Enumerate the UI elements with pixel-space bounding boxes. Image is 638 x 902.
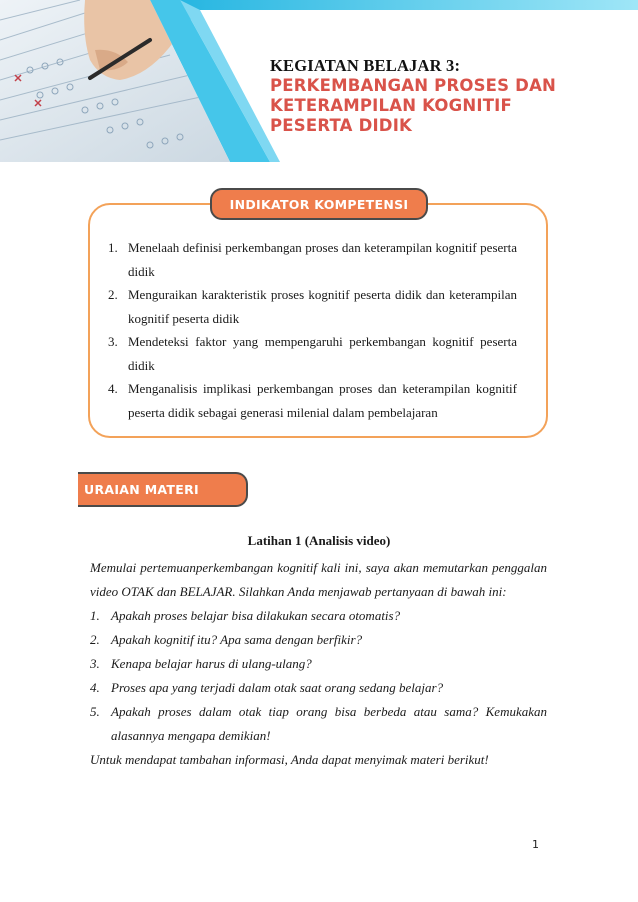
competency-indicator-tab: INDIKATOR KOMPETENSI — [210, 188, 428, 220]
exercise-body — [90, 556, 547, 772]
list-item: 1. Apakah proses belajar bisa dilakukan secara otomatis? — [90, 608, 401, 623]
list-item: 5. Apakah proses dalam otak tiap orang bisa berbeda atau sama? Kemukakan alasannya mengapa demikian! — [90, 704, 547, 743]
list-item: 3. Mendeteksi faktor yang mempengaruhi perkembangan kognitif peserta didik — [108, 334, 517, 373]
list-item: 1. Menelaah definisi perkembangan proses dan keterampilan kognitif peserta didik — [108, 240, 517, 279]
activity-title: PERKEMBANGAN PROSES DAN KETERAMPILAN KOGNITIF PESERTA DIDIK — [270, 76, 557, 135]
competency-indicator-list — [108, 236, 517, 424]
material-section-tab: URAIAN MATERI — [78, 472, 248, 507]
exercise-outro: Untuk mendapat tambahan informasi, Anda dapat menyimak materi berikut! — [90, 752, 489, 767]
list-item: 2. Apakah kognitif itu? Apa sama dengan berfikir? — [90, 632, 363, 647]
list-item: 3. Kenapa belajar harus di ulang-ulang? — [90, 656, 312, 671]
answer-sheet-photo — [0, 0, 270, 162]
list-item: 4. Menganalisis implikasi perkembangan proses dan keterampilan kognitif peserta didik sebagai generasi milenial dalam pembelajaran — [108, 381, 517, 420]
page-number: 1 — [532, 838, 539, 851]
list-item: 4. Proses apa yang terjadi dalam otak saat orang sedang belajar? — [90, 680, 444, 695]
list-item: 2. Menguraikan karakteristik proses kognitif peserta didik dan keterampilan kognitif peserta didik — [108, 287, 517, 326]
exercise-intro: Memulai pertemuanperkembangan kognitif kali ini, saya akan memutarkan penggalan video OTAK dan BELAJAR. Silahkan Anda menjawab pertanyaan di bawah ini: — [90, 560, 547, 599]
question-list — [90, 604, 547, 748]
activity-label: KEGIATAN BELAJAR 3: — [270, 56, 461, 75]
exercise-title: Latihan 1 (Analisis video) — [247, 533, 391, 548]
